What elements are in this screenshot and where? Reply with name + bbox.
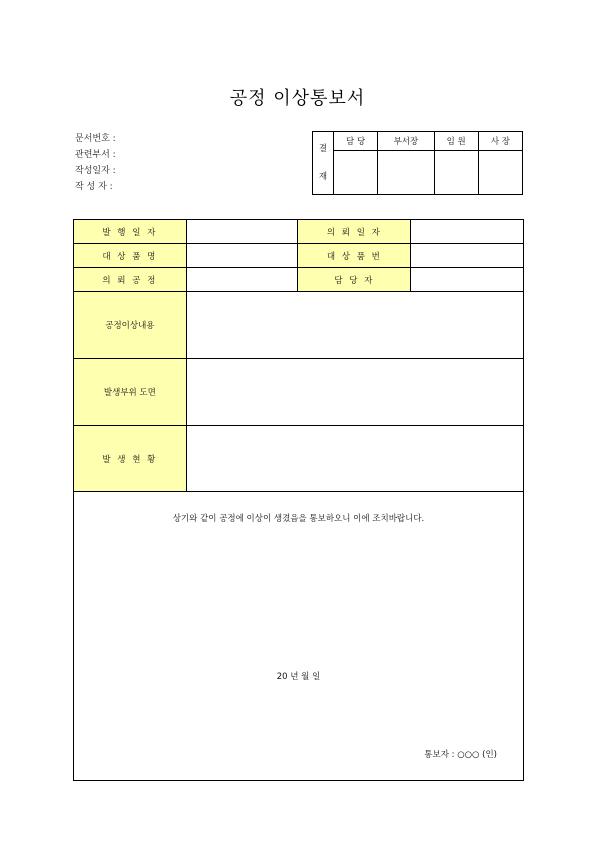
approval-header-executive: 임 원 [434,132,478,151]
occurrence-status-label: 발 생 현 황 [74,426,187,492]
approval-header-president: 사 장 [478,132,522,151]
approval-side-cell [313,132,334,195]
approval-side-bottom: 재 [318,172,328,182]
request-process-field[interactable] [186,268,298,292]
abnormal-content-field[interactable] [186,292,523,359]
person-in-charge-field[interactable] [411,268,524,292]
approval-sign-president[interactable] [478,151,522,195]
request-date-field[interactable] [411,220,524,244]
notice-date: 20 년 월 일 [276,672,321,682]
part-name-label: 대 상 품 명 [74,244,187,268]
approval-header-dept-head: 부서장 [378,132,434,151]
part-name-field[interactable] [186,244,298,268]
location-drawing-label: 발생부위 도면 [74,359,187,426]
approval-header-manager: 담 당 [334,132,378,151]
occurrence-status-field[interactable] [186,426,523,492]
author-label: 작 성 자 : [75,182,113,192]
approval-sign-manager[interactable] [334,151,378,195]
related-dept-label: 관련부서 : [75,150,116,160]
notice-section [74,492,524,781]
approval-table [312,131,523,195]
issue-date-label: 발 행 일 자 [74,220,187,244]
document-title: 공정 이상통보서 [229,88,366,109]
approval-side-top: 결 [318,144,328,154]
person-in-charge-label: 담 당 자 [298,268,411,292]
approval-sign-dept-head[interactable] [378,151,434,195]
report-form-table [73,219,524,781]
doc-number-label: 문서번호 : [75,134,116,144]
document-meta [75,131,116,195]
part-number-field[interactable] [411,244,524,268]
request-date-label: 의 뢰 일 자 [298,220,411,244]
issue-date-field[interactable] [186,220,298,244]
reporter-signature: 통보자 : ○○○ (인) [424,750,497,760]
location-drawing-field[interactable] [186,359,523,426]
request-process-label: 의 뢰 공 정 [74,268,187,292]
part-number-label: 대 상 품 번 [298,244,411,268]
approval-sign-executive[interactable] [434,151,478,195]
abnormal-content-label: 공정이상내용 [74,292,187,359]
notice-text: 상기와 같이 공정에 이상이 생겼음을 통보하오니 이에 조치바랍니다. [172,514,425,524]
written-date-label: 작성일자 : [75,166,116,176]
